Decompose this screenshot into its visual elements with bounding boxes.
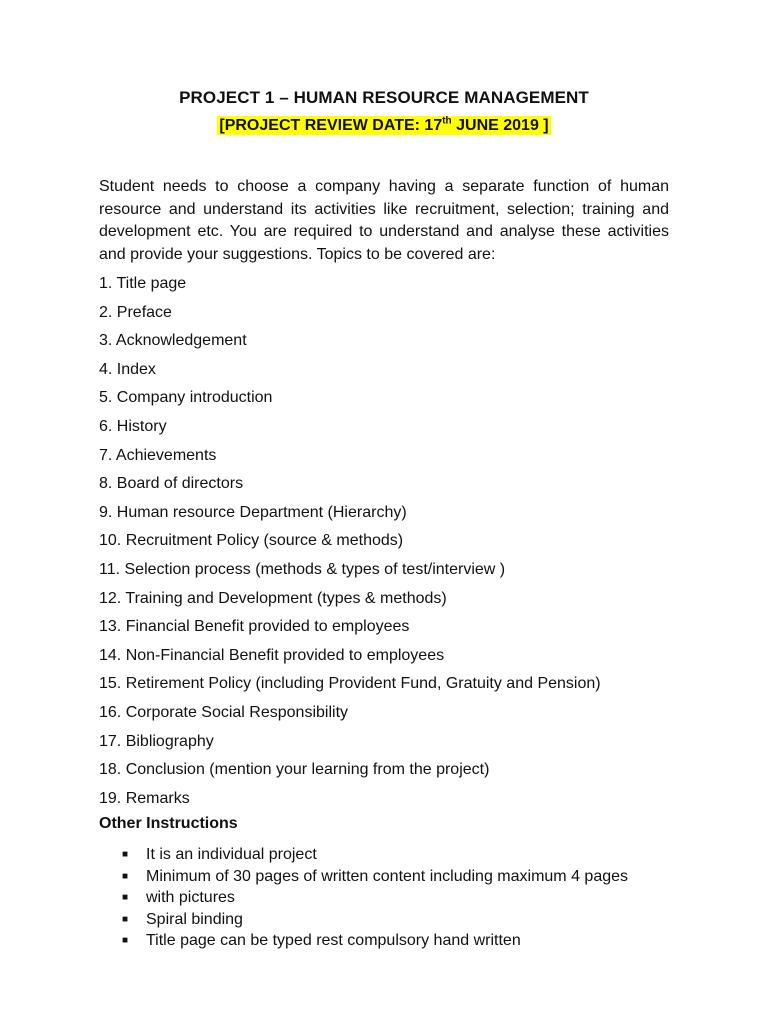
topic-item: 15. Retirement Policy (including Provident Fund, Gratuity and Pension) <box>99 675 601 693</box>
topic-item: 6. History <box>99 417 167 435</box>
bullet-square-icon: ■ <box>122 892 129 903</box>
instruction-text: Minimum of 30 pages of written content including maximum 4 pages <box>146 867 629 885</box>
topic-item: 12. Training and Development (types & methods) <box>99 589 447 607</box>
instruction-item <box>122 867 628 889</box>
review-date-suffix: JUNE 2019 ] <box>451 117 549 135</box>
bullet-square-icon: ■ <box>122 849 129 860</box>
page-title: PROJECT 1 – HUMAN RESOURCE MANAGEMENT <box>179 88 589 107</box>
topics-list <box>99 272 601 815</box>
topic-item: 1. Title page <box>99 275 187 292</box>
instruction-item <box>122 910 628 932</box>
review-date-line <box>0 116 768 135</box>
topic-item: 3. Acknowledgement <box>99 332 247 350</box>
bullet-square-icon: ■ <box>122 935 129 946</box>
instruction-text: with pictures <box>146 889 235 906</box>
instruction-item <box>122 931 628 953</box>
topic-item: 8. Board of directors <box>99 475 244 493</box>
instruction-item <box>122 845 628 867</box>
topic-item: 13. Financial Benefit provided to employees <box>99 618 410 636</box>
topic-item: 19. Remarks <box>99 789 190 807</box>
topic-item: 2. Preface <box>99 303 172 321</box>
topic-item: 4. Index <box>99 360 156 378</box>
topic-item: 14. Non-Financial Benefit provided to employees <box>99 646 445 664</box>
other-instructions-heading: Other Instructions <box>99 815 238 832</box>
review-date-prefix: [PROJECT REVIEW DATE: 17 <box>219 117 443 135</box>
topic-item: 9. Human resource Department (Hierarchy) <box>99 503 407 521</box>
topic-item: 16. Corporate Social Responsibility <box>99 703 349 721</box>
topic-item: 7. Achievements <box>99 446 217 464</box>
instruction-text: Title page can be typed rest compulsory hand written <box>146 932 521 949</box>
review-date-highlight <box>217 116 550 135</box>
topic-item: 5. Company introduction <box>99 389 273 407</box>
topic-item: 17. Bibliography <box>99 732 214 750</box>
topic-item: 10. Recruitment Policy (source & methods) <box>99 532 404 550</box>
topic-item: 18. Conclusion (mention your learning from the project) <box>99 761 490 779</box>
instruction-item <box>122 888 628 910</box>
instruction-text: It is an individual project <box>146 846 317 863</box>
intro-paragraph: Student needs to choose a company having a separate function of human resource and understand its activities like recruitment, selection; training and development etc. You are required to understand and analyse these activities and provide your suggestions. Topics to be covered are: <box>99 178 669 263</box>
instruction-text: Spiral binding <box>146 910 243 928</box>
instructions-list <box>122 845 628 953</box>
bullet-square-icon: ■ <box>122 870 129 882</box>
bullet-square-icon: ■ <box>122 913 129 925</box>
review-date-superscript: th <box>442 116 452 127</box>
topic-item: 11. Selection process (methods & types of test/interview ) <box>99 560 506 578</box>
